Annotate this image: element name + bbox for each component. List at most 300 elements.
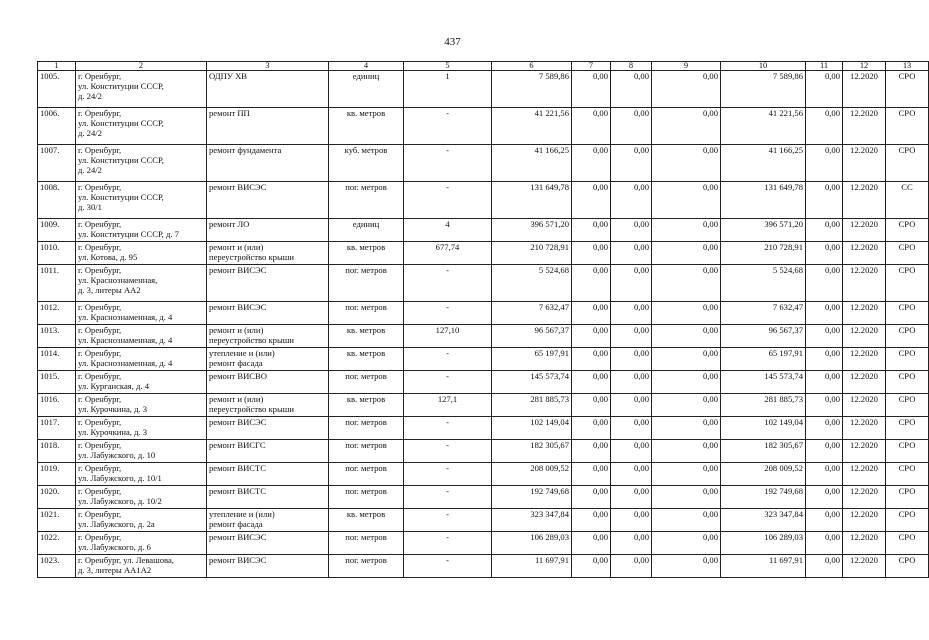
address-line: ул. Лабужского, д. 2а bbox=[78, 519, 155, 530]
quantity-cell: - bbox=[404, 486, 492, 509]
unit-cell: пог. метров bbox=[329, 555, 404, 578]
value-cell: 0,00 bbox=[806, 182, 843, 219]
unit-cell: кв. метров bbox=[329, 325, 404, 348]
work-type-line: ремонт ВИСЭС bbox=[209, 265, 267, 275]
cost-cell: 281 885,73 bbox=[492, 394, 572, 417]
value-cell: 0,00 bbox=[572, 555, 611, 578]
row-number-cell: 1022. bbox=[38, 532, 76, 555]
quantity-cell: - bbox=[404, 302, 492, 325]
address-line: г. Оренбург, bbox=[78, 242, 122, 252]
work-type-cell bbox=[207, 417, 329, 440]
quantity-cell: 127,1 bbox=[404, 394, 492, 417]
quantity-cell: - bbox=[404, 463, 492, 486]
cost-cell: 131 649,78 bbox=[492, 182, 572, 219]
cost-cell: 7 589,86 bbox=[492, 71, 572, 108]
cost-cell: 210 728,91 bbox=[492, 242, 572, 265]
total-cost-cell: 323 347,84 bbox=[721, 509, 806, 532]
total-cost-cell: 396 571,20 bbox=[721, 219, 806, 242]
value-cell: 0,00 bbox=[572, 486, 611, 509]
cost-cell: 11 697,91 bbox=[492, 555, 572, 578]
value-cell: 0,00 bbox=[652, 182, 721, 219]
value-cell: 0,00 bbox=[806, 242, 843, 265]
column-header: 2 bbox=[76, 62, 207, 71]
total-cost-cell: 41 221,56 bbox=[721, 108, 806, 145]
column-header: 13 bbox=[886, 62, 929, 71]
value-cell: 0,00 bbox=[572, 265, 611, 302]
work-type-cell bbox=[207, 440, 329, 463]
total-cost-cell: 11 697,91 bbox=[721, 555, 806, 578]
table-row bbox=[38, 265, 929, 302]
work-type-cell bbox=[207, 71, 329, 108]
funding-type-cell: СРО bbox=[886, 486, 929, 509]
table-row bbox=[38, 440, 929, 463]
date-cell: 12.2020 bbox=[843, 325, 886, 348]
value-cell: 0,00 bbox=[611, 394, 652, 417]
column-header: 5 bbox=[404, 62, 492, 71]
column-header: 1 bbox=[38, 62, 76, 71]
date-cell: 12.2020 bbox=[843, 108, 886, 145]
address-line: д. 3, литеры АА1А2 bbox=[78, 565, 152, 576]
funding-type-cell: СРО bbox=[886, 509, 929, 532]
value-cell: 0,00 bbox=[652, 371, 721, 394]
work-type-line: ремонт ВИСЭС bbox=[209, 532, 267, 542]
work-type-line: ремонт фундамента bbox=[209, 145, 282, 155]
value-cell: 0,00 bbox=[806, 440, 843, 463]
table-row bbox=[38, 555, 929, 578]
address-line: г. Оренбург, bbox=[78, 265, 122, 275]
unit-cell: пог. метров bbox=[329, 463, 404, 486]
value-cell: 0,00 bbox=[806, 108, 843, 145]
row-number-cell: 1018. bbox=[38, 440, 76, 463]
address-line: ул. Лабужского, д. 10/1 bbox=[78, 473, 162, 484]
value-cell: 0,00 bbox=[806, 509, 843, 532]
table-row bbox=[38, 219, 929, 242]
funding-type-cell: СРО bbox=[886, 242, 929, 265]
work-type-line: переустройство крыши bbox=[209, 252, 294, 263]
value-cell: 0,00 bbox=[652, 509, 721, 532]
value-cell: 0,00 bbox=[806, 532, 843, 555]
work-type-cell bbox=[207, 182, 329, 219]
value-cell: 0,00 bbox=[652, 71, 721, 108]
date-cell: 12.2020 bbox=[843, 182, 886, 219]
address-cell bbox=[76, 486, 207, 509]
date-cell: 12.2020 bbox=[843, 265, 886, 302]
funding-type-cell: СС bbox=[886, 182, 929, 219]
address-line: ул. Курганская, д. 4 bbox=[78, 381, 150, 392]
address-cell bbox=[76, 440, 207, 463]
work-type-line: ремонт ВИСЭС bbox=[209, 302, 267, 312]
value-cell: 0,00 bbox=[806, 417, 843, 440]
date-cell: 12.2020 bbox=[843, 145, 886, 182]
value-cell: 0,00 bbox=[572, 219, 611, 242]
table-row bbox=[38, 71, 929, 108]
column-header: 4 bbox=[329, 62, 404, 71]
quantity-cell: - bbox=[404, 371, 492, 394]
address-line: г. Оренбург, bbox=[78, 219, 122, 229]
value-cell: 0,00 bbox=[652, 325, 721, 348]
value-cell: 0,00 bbox=[806, 265, 843, 302]
work-type-line: ремонт фасада bbox=[209, 519, 263, 530]
value-cell: 0,00 bbox=[572, 325, 611, 348]
address-line: ул. Курочкина, д. 3 bbox=[78, 427, 148, 438]
row-number-cell: 1009. bbox=[38, 219, 76, 242]
date-cell: 12.2020 bbox=[843, 242, 886, 265]
address-line: ул. Краснознаменная, д. 4 bbox=[78, 358, 173, 369]
quantity-cell: - bbox=[404, 265, 492, 302]
address-line: г. Оренбург, bbox=[78, 463, 122, 473]
row-number-cell: 1019. bbox=[38, 463, 76, 486]
table-row bbox=[38, 348, 929, 371]
address-cell bbox=[76, 145, 207, 182]
column-header: 10 bbox=[721, 62, 806, 71]
value-cell: 0,00 bbox=[806, 71, 843, 108]
column-header: 9 bbox=[652, 62, 721, 71]
value-cell: 0,00 bbox=[652, 555, 721, 578]
funding-type-cell: СРО bbox=[886, 440, 929, 463]
quantity-cell: 127,10 bbox=[404, 325, 492, 348]
cost-cell: 96 567,37 bbox=[492, 325, 572, 348]
cost-cell: 145 573,74 bbox=[492, 371, 572, 394]
value-cell: 0,00 bbox=[652, 219, 721, 242]
unit-cell: пог. метров bbox=[329, 371, 404, 394]
value-cell: 0,00 bbox=[806, 348, 843, 371]
value-cell: 0,00 bbox=[652, 440, 721, 463]
column-header: 11 bbox=[806, 62, 843, 71]
funding-type-cell: СРО bbox=[886, 348, 929, 371]
value-cell: 0,00 bbox=[572, 440, 611, 463]
total-cost-cell: 106 289,03 bbox=[721, 532, 806, 555]
value-cell: 0,00 bbox=[806, 486, 843, 509]
work-type-cell bbox=[207, 394, 329, 417]
total-cost-cell: 65 197,91 bbox=[721, 348, 806, 371]
work-type-line: ремонт ВИСЭС bbox=[209, 182, 267, 192]
value-cell: 0,00 bbox=[611, 555, 652, 578]
unit-cell: кв. метров bbox=[329, 108, 404, 145]
address-cell bbox=[76, 555, 207, 578]
column-header: 3 bbox=[207, 62, 329, 71]
address-line: г. Оренбург, bbox=[78, 348, 122, 358]
unit-cell: пог. метров bbox=[329, 532, 404, 555]
address-line: д. 30/1 bbox=[78, 202, 102, 213]
table-row bbox=[38, 463, 929, 486]
value-cell: 0,00 bbox=[611, 532, 652, 555]
address-line: д. 3, литеры АА2 bbox=[78, 285, 141, 296]
funding-type-cell: СРО bbox=[886, 145, 929, 182]
unit-cell: единиц bbox=[329, 219, 404, 242]
work-type-line: утепление и (или) bbox=[209, 509, 275, 519]
work-type-line: переустройство крыши bbox=[209, 335, 294, 346]
row-number-cell: 1016. bbox=[38, 394, 76, 417]
value-cell: 0,00 bbox=[806, 463, 843, 486]
address-line: ул. Конституции СССР, д. 7 bbox=[78, 229, 179, 240]
cost-cell: 102 149,04 bbox=[492, 417, 572, 440]
value-cell: 0,00 bbox=[652, 463, 721, 486]
date-cell: 12.2020 bbox=[843, 555, 886, 578]
quantity-cell: - bbox=[404, 440, 492, 463]
table-row bbox=[38, 486, 929, 509]
address-cell bbox=[76, 348, 207, 371]
table-row bbox=[38, 325, 929, 348]
work-type-cell bbox=[207, 302, 329, 325]
work-type-cell bbox=[207, 145, 329, 182]
funding-type-cell: СРО bbox=[886, 463, 929, 486]
table-row bbox=[38, 371, 929, 394]
address-line: д. 24/2 bbox=[78, 91, 102, 102]
value-cell: 0,00 bbox=[806, 302, 843, 325]
total-cost-cell: 131 649,78 bbox=[721, 182, 806, 219]
address-cell bbox=[76, 265, 207, 302]
row-number-cell: 1010. bbox=[38, 242, 76, 265]
work-type-cell bbox=[207, 242, 329, 265]
cost-cell: 5 524,68 bbox=[492, 265, 572, 302]
date-cell: 12.2020 bbox=[843, 394, 886, 417]
value-cell: 0,00 bbox=[611, 371, 652, 394]
quantity-cell: - bbox=[404, 108, 492, 145]
total-cost-cell: 145 573,74 bbox=[721, 371, 806, 394]
work-type-line: переустройство крыши bbox=[209, 404, 294, 415]
work-type-cell bbox=[207, 325, 329, 348]
address-line: г. Оренбург, bbox=[78, 302, 122, 312]
work-type-cell bbox=[207, 219, 329, 242]
work-type-line: ремонт ВИСЭС bbox=[209, 555, 267, 565]
address-cell bbox=[76, 242, 207, 265]
address-cell bbox=[76, 371, 207, 394]
row-number-cell: 1017. bbox=[38, 417, 76, 440]
register-table bbox=[37, 61, 929, 578]
address-line: г. Оренбург, bbox=[78, 486, 122, 496]
funding-type-cell: СРО bbox=[886, 265, 929, 302]
value-cell: 0,00 bbox=[806, 555, 843, 578]
value-cell: 0,00 bbox=[611, 440, 652, 463]
quantity-cell: - bbox=[404, 182, 492, 219]
address-line: г. Оренбург, bbox=[78, 182, 122, 192]
funding-type-cell: СРО bbox=[886, 371, 929, 394]
table-row bbox=[38, 145, 929, 182]
work-type-line: утепление и (или) bbox=[209, 348, 275, 358]
address-cell bbox=[76, 417, 207, 440]
unit-cell: куб. метров bbox=[329, 145, 404, 182]
value-cell: 0,00 bbox=[572, 509, 611, 532]
value-cell: 0,00 bbox=[611, 463, 652, 486]
value-cell: 0,00 bbox=[611, 182, 652, 219]
work-type-line: ремонт ВИСВО bbox=[209, 371, 267, 381]
address-line: г. Оренбург, bbox=[78, 145, 122, 155]
value-cell: 0,00 bbox=[611, 108, 652, 145]
address-line: ул. Лабужского, д. 6 bbox=[78, 542, 151, 553]
row-number-cell: 1020. bbox=[38, 486, 76, 509]
value-cell: 0,00 bbox=[652, 265, 721, 302]
work-type-line: ремонт и (или) bbox=[209, 394, 264, 404]
cost-cell: 106 289,03 bbox=[492, 532, 572, 555]
total-cost-cell: 102 149,04 bbox=[721, 417, 806, 440]
quantity-cell: - bbox=[404, 532, 492, 555]
funding-type-cell: СРО bbox=[886, 532, 929, 555]
total-cost-cell: 208 009,52 bbox=[721, 463, 806, 486]
unit-cell: пог. метров bbox=[329, 440, 404, 463]
quantity-cell: 1 bbox=[404, 71, 492, 108]
work-type-line: ремонт ВИСТС bbox=[209, 463, 267, 473]
value-cell: 0,00 bbox=[652, 486, 721, 509]
value-cell: 0,00 bbox=[572, 108, 611, 145]
funding-type-cell: СРО bbox=[886, 555, 929, 578]
total-cost-cell: 192 749,68 bbox=[721, 486, 806, 509]
row-number-cell: 1011. bbox=[38, 265, 76, 302]
value-cell: 0,00 bbox=[572, 532, 611, 555]
table-row bbox=[38, 242, 929, 265]
unit-cell: кв. метров bbox=[329, 348, 404, 371]
work-type-line: ремонт и (или) bbox=[209, 325, 264, 335]
address-cell bbox=[76, 532, 207, 555]
value-cell: 0,00 bbox=[611, 486, 652, 509]
value-cell: 0,00 bbox=[652, 532, 721, 555]
column-header: 8 bbox=[611, 62, 652, 71]
table-row bbox=[38, 417, 929, 440]
column-header: 12 bbox=[843, 62, 886, 71]
work-type-line: ремонт фасада bbox=[209, 358, 263, 369]
address-line: ул. Лабужского, д. 10/2 bbox=[78, 496, 162, 507]
value-cell: 0,00 bbox=[806, 325, 843, 348]
work-type-cell bbox=[207, 509, 329, 532]
cost-cell: 323 347,84 bbox=[492, 509, 572, 532]
quantity-cell: - bbox=[404, 348, 492, 371]
unit-cell: пог. метров bbox=[329, 182, 404, 219]
address-cell bbox=[76, 219, 207, 242]
column-header: 7 bbox=[572, 62, 611, 71]
value-cell: 0,00 bbox=[806, 371, 843, 394]
total-cost-cell: 5 524,68 bbox=[721, 265, 806, 302]
address-cell bbox=[76, 182, 207, 219]
work-type-line: ремонт ВИСТС bbox=[209, 486, 267, 496]
date-cell: 12.2020 bbox=[843, 417, 886, 440]
cost-cell: 182 305,67 bbox=[492, 440, 572, 463]
value-cell: 0,00 bbox=[572, 182, 611, 219]
value-cell: 0,00 bbox=[572, 371, 611, 394]
unit-cell: пог. метров bbox=[329, 486, 404, 509]
address-cell bbox=[76, 463, 207, 486]
address-line: г. Оренбург, bbox=[78, 509, 122, 519]
header-row bbox=[38, 62, 929, 71]
work-type-cell bbox=[207, 108, 329, 145]
address-line: ул. Котова, д. 95 bbox=[78, 252, 138, 263]
table-row bbox=[38, 302, 929, 325]
total-cost-cell: 210 728,91 bbox=[721, 242, 806, 265]
address-line: ул. Краснознаменная, bbox=[78, 275, 158, 286]
column-header: 6 bbox=[492, 62, 572, 71]
funding-type-cell: СРО bbox=[886, 219, 929, 242]
address-cell bbox=[76, 71, 207, 108]
funding-type-cell: СРО bbox=[886, 108, 929, 145]
date-cell: 12.2020 bbox=[843, 348, 886, 371]
row-number-cell: 1015. bbox=[38, 371, 76, 394]
cost-cell: 396 571,20 bbox=[492, 219, 572, 242]
address-line: ул. Краснознаменная, д. 4 bbox=[78, 335, 173, 346]
work-type-line: ремонт и (или) bbox=[209, 242, 264, 252]
address-line: г. Оренбург, bbox=[78, 532, 122, 542]
address-cell bbox=[76, 108, 207, 145]
work-type-cell bbox=[207, 371, 329, 394]
work-type-line: ремонт ВИСГС bbox=[209, 440, 266, 450]
unit-cell: единиц bbox=[329, 71, 404, 108]
value-cell: 0,00 bbox=[611, 348, 652, 371]
quantity-cell: - bbox=[404, 417, 492, 440]
value-cell: 0,00 bbox=[572, 302, 611, 325]
address-cell bbox=[76, 325, 207, 348]
value-cell: 0,00 bbox=[652, 302, 721, 325]
work-type-line: ремонт ЛО bbox=[209, 219, 250, 229]
page-number: 437 bbox=[444, 36, 461, 48]
row-number-cell: 1023. bbox=[38, 555, 76, 578]
work-type-cell bbox=[207, 348, 329, 371]
value-cell: 0,00 bbox=[652, 348, 721, 371]
cost-cell: 7 632,47 bbox=[492, 302, 572, 325]
work-type-line: ОДПУ ХВ bbox=[209, 71, 248, 81]
table-body bbox=[38, 71, 929, 578]
date-cell: 12.2020 bbox=[843, 509, 886, 532]
cost-cell: 65 197,91 bbox=[492, 348, 572, 371]
value-cell: 0,00 bbox=[572, 394, 611, 417]
total-cost-cell: 7 589,86 bbox=[721, 71, 806, 108]
address-line: ул. Курочкина, д. 3 bbox=[78, 404, 148, 415]
date-cell: 12.2020 bbox=[843, 71, 886, 108]
date-cell: 12.2020 bbox=[843, 219, 886, 242]
value-cell: 0,00 bbox=[572, 242, 611, 265]
value-cell: 0,00 bbox=[611, 145, 652, 182]
address-line: г. Оренбург, bbox=[78, 417, 122, 427]
date-cell: 12.2020 bbox=[843, 371, 886, 394]
value-cell: 0,00 bbox=[611, 325, 652, 348]
address-cell bbox=[76, 394, 207, 417]
address-line: г. Оренбург, bbox=[78, 108, 122, 118]
table-row bbox=[38, 394, 929, 417]
address-line: г. Оренбург, bbox=[78, 71, 122, 81]
row-number-cell: 1021. bbox=[38, 509, 76, 532]
unit-cell: пог. метров bbox=[329, 265, 404, 302]
value-cell: 0,00 bbox=[806, 145, 843, 182]
work-type-cell bbox=[207, 486, 329, 509]
address-line: ул. Конституции СССР, bbox=[78, 155, 164, 166]
address-line: ул. Конституции СССР, bbox=[78, 192, 164, 203]
value-cell: 0,00 bbox=[572, 417, 611, 440]
quantity-cell: - bbox=[404, 509, 492, 532]
total-cost-cell: 182 305,67 bbox=[721, 440, 806, 463]
unit-cell: кв. метров bbox=[329, 394, 404, 417]
work-type-cell bbox=[207, 265, 329, 302]
value-cell: 0,00 bbox=[572, 71, 611, 108]
address-line: ул. Конституции СССР, bbox=[78, 81, 164, 92]
total-cost-cell: 281 885,73 bbox=[721, 394, 806, 417]
address-line: г. Оренбург, bbox=[78, 371, 122, 381]
value-cell: 0,00 bbox=[652, 242, 721, 265]
table-row bbox=[38, 108, 929, 145]
value-cell: 0,00 bbox=[572, 463, 611, 486]
row-number-cell: 1014. bbox=[38, 348, 76, 371]
value-cell: 0,00 bbox=[572, 348, 611, 371]
quantity-cell: - bbox=[404, 555, 492, 578]
value-cell: 0,00 bbox=[611, 417, 652, 440]
quantity-cell: 677,74 bbox=[404, 242, 492, 265]
row-number-cell: 1005. bbox=[38, 71, 76, 108]
value-cell: 0,00 bbox=[611, 219, 652, 242]
table-row bbox=[38, 182, 929, 219]
value-cell: 0,00 bbox=[652, 145, 721, 182]
address-cell bbox=[76, 509, 207, 532]
value-cell: 0,00 bbox=[611, 242, 652, 265]
address-line: г. Оренбург, bbox=[78, 440, 122, 450]
address-line: ул. Краснознаменная, д. 4 bbox=[78, 312, 173, 323]
work-type-cell bbox=[207, 463, 329, 486]
table-row bbox=[38, 509, 929, 532]
address-line: г. Оренбург, ул. Левашова, bbox=[78, 555, 174, 565]
